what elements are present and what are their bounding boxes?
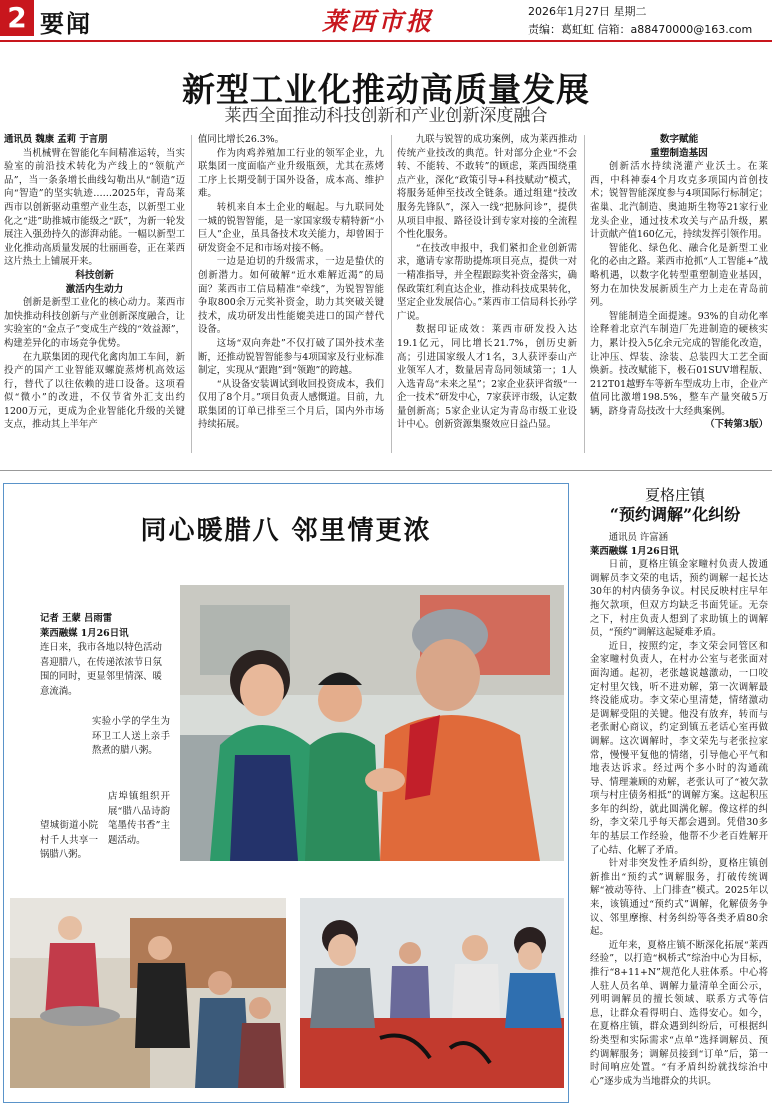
byline: 通讯员 魏康 孟莉 于言朋	[4, 134, 108, 145]
paragraph: 日前，夏格庄镇金家疃村负责人拨通调解员李文荣的电话，预约调解一起长达30年的村内债务争议。村民反映村庄早年拖欠款项，但双方均缺乏书面凭证。无奈之下，村庄负责人想到了求助镇上的调解员，“预约”调解这起疑难矛盾。	[590, 559, 768, 639]
editor-line: 责编：葛虹虹 信箱：a88470000@163.com	[528, 23, 753, 36]
paragraph: “从设备安装调试到收回投资成本，我们仅用了8个月。”项目负责人感慨道。目前，九联集团的订单已排至三个月后，国内外市场持续拓展。	[198, 378, 384, 431]
article-column-4	[590, 133, 768, 453]
paragraph: 近年来，夏格庄镇不断深化拓展“莱西经验”，以打造“枫桥式”综治中心为目标，推行“8+11+N”规范化人驻体系。中心将人驻人员名单、调解力量清单全面公示，列明调解员的擅长领域、联系方式等信息，让群众看得明白、选得安心。如今，在夏格庄镇，群众遇到纠纷后，可根据纠纷类型和实际需求“点单”选择调解员、预约调解服务；调解员接到“订单”后，第一时间响应处置。“有矛盾纠纷就找综治中心”逐步成为当地群众的共识。	[590, 939, 768, 1087]
article-column-2	[198, 133, 384, 453]
paragraph: 针对非突发性矛盾纠纷，夏格庄镇创新推出“预约式”调解服务，打破传统调解“被动等待、上门排查”模式。2025年以来，该镇通过“预约式”调解，化解债务争议、邻里摩擦、村务纠纷等各类矛盾80余起。	[590, 858, 768, 938]
subtitle: 重塑制造基因	[650, 147, 708, 159]
photo-caption: 店埠镇组织开展“腊八品诗韵 笔墨传书香”主题活动。	[108, 791, 170, 846]
story-headline: “预约调解”化纠纷	[609, 505, 741, 524]
paragraph: 九联与锐智的成功案例，成为莱西推动传统产业技改的典范。针对部分企业“不会转、不能转、不敢转”的顾虑，莱西围绕重点产业，深化“政策引导+科技赋动”模式，将服务延伸至技改全链条。通过组建“技改服务先锋队”，深入一线“把脉问诊”，提供从项目申报、路径设计到专家对接的全流程个性化服务。	[397, 134, 577, 241]
section-divider	[0, 470, 772, 471]
paragraph: 智能制造全面提速。93%的自动化率诠释着北京汽车制造厂先进制造的硬核实力，累计投入5亿余元完成的智能化改造，让冲压、焊装、涂装、总装四大工艺全面焕新。技改赋能下，极石01SUV增程版、212T01越野车等新车型成功上市，企业产值同比激增198.5%，整车产量突破5万辆，跻身青岛技改十大经典案例。	[590, 310, 768, 417]
column-divider	[584, 135, 585, 453]
paragraph: 作为肉鸡养殖加工行业的领军企业，九联集团一度面临产业升级瓶颈，尤其在蒸烤工序上长期受制于国外设备，成本高、维护难。	[198, 147, 384, 200]
byline: 通讯员 许富涵	[608, 532, 669, 543]
story-kicker: 夏格庄镇	[644, 486, 705, 504]
paragraph: 智能化、绿色化、融合化是新型工业化的必由之路。莱西市抢抓“人工智能+”战略机遇，以数字化转型重塑制造业基因，努力在加快发展新质生产力上走在青岛前列。	[590, 242, 768, 309]
header-rule	[0, 40, 772, 42]
subtitle: 激活内生动力	[65, 283, 124, 295]
photo-illustration	[10, 898, 286, 1088]
photo-calligraphy-event	[300, 898, 564, 1088]
paragraph: 这场“双向奔赴”不仅打破了国外技术垄断，还推动锐智智能参与4项国家及行业标准制定，实现从“跟跑”到“领跑”的跨越。	[198, 337, 384, 377]
column-divider	[391, 135, 392, 453]
dateline: 莱西融媒 1月26日讯	[40, 627, 129, 639]
article-column-1	[4, 133, 185, 453]
page-number: 2	[0, 0, 34, 36]
paragraph: 当机械臂在智能化车间精准运转，当实验室的前沿技术转化为产线上的“领航产品”，当一条条增长曲线勾勒出从“制造”迈向“智造”的坚实轨迹……2025年，青岛莱西市以创新驱动重塑产业生态，以新型工业化之“进”助推城市能级之“跃”，为新一轮发展注入强劲持久的澎湃动能。一幅以新型工业化推动高质量发展的壮丽画卷，正在莱西这片热土上铺展开来。	[4, 147, 185, 268]
photo-caption: 实验小学的学生为环卫工人送上亲手熬煮的腊八粥。	[92, 716, 170, 756]
photo-illustration	[300, 898, 564, 1088]
continued-note: （下转第3版）	[705, 419, 768, 431]
paragraph: 数据印证成效：莱西市研发投入达19.1亿元，同比增长21.7%，创历史新高；引进国家级人才1名，3人获评泰山产业领军人才，数量居青岛同领域第一；1人入选青岛“未来之星”；2家企业获评省级“一企一技术”研发中心，7家获评市级，认定数量创新高；5家企业认定为青岛市级工业设计中心。创新资源集聚效应日益凸显。	[397, 324, 577, 431]
newspaper-masthead: 莱西市报	[322, 7, 435, 36]
paragraph: 一边是迫切的升级需求，一边是蛰伏的创新潜力。如何破解“近水难解近渴”的局面？莱西市工信局精准“牵线”，为锐智智能争取800余万元奖补资金，助力其突破关键技术，成功研发出性能媲美进口的国产替代设备。	[198, 256, 384, 336]
paragraph: 创新是新型工业化的核心动力。莱西市加快推动科技创新与产业创新深度融合，让实验室的“金点子”变成生产线的“效益源”，构建差异化的市场竞争优势。	[4, 297, 185, 349]
photo-illustration	[180, 585, 564, 861]
paragraph: 在九联集团的现代化禽肉加工车间，新投产的国产工业智能双螺旋蒸烤机高效运行，替代了以往依赖的进口设备。这项看似“微小”的改进，不仅节省外汇支出约1200万元，更成为企业智能化升级的关键支点，推动其上半年产	[4, 351, 185, 431]
dateline: 莱西融媒 1月26日讯	[590, 545, 679, 557]
section-title: 要闻	[40, 10, 92, 38]
paragraph: 转机来自本土企业的崛起。与九联同处一城的锐智智能，是一家国家级专精特新“小巨人”企业，虽具备技术攻关能力，却曾困于研发资金不足和市场对接不畅。	[198, 201, 384, 254]
feature-headline: 同心暖腊八 邻里情更浓	[140, 516, 432, 546]
photo-caption: 望城街道小院村千人共享一锅腊八粥。	[40, 820, 98, 860]
paragraph: 近日，按照约定，李文荣会同管区和金家疃村负责人，在村办公室与老张面对面沟通。起初，老张越说越激动，一口咬定村里欠钱，听不进劝解，第一次调解最终没能成功。李文荣心里清楚，情绪激动是调解受阻的关键。他没有放弃，转而与老张耐心商议，约定到镇五老话心室再做调解。这次调解时，李文荣先与老张拉家常，慢慢平复他的情绪，引导他心平气和地表达诉求。经过两个多小时的沟通疏导、情理兼顾的劝解，老张认可了“被欠款项与村庄债务相抵”的调解方案。这起积压多年的纠纷，就此圆满化解。像这样的纠纷，李文荣几乎每天都会遇到。凭借30多年的基层工作经验，他帮不少老百姓解开了心结、化解了矛盾。	[590, 640, 768, 856]
paragraph: 值同比增长26.3%。	[198, 134, 285, 145]
issue-date: 2026年1月27日 星期二	[528, 5, 647, 18]
article-column-3	[397, 133, 577, 453]
paragraph: 连日来，我市各地以特色活动喜迎腊八，在传递浓浓节日氛围的同时，更显邻里情深、暖意流淌。	[40, 642, 162, 697]
main-subhead: 莱西全面推动科技创新和产业创新深度融合	[224, 106, 548, 126]
right-story-body	[590, 531, 768, 1103]
photo-laba-porridge	[10, 898, 286, 1088]
main-headline: 新型工业化推动高质量发展	[182, 70, 590, 109]
column-divider	[191, 135, 192, 453]
paragraph: 创新活水持续浇灌产业沃土。在莱西，中科神泰4个月攻克多项国内首创技术；锐智智能深度参与4项国际行标制定；雀巢、北汽制造、奥迪斯生物等21家行业龙头企业，通过技术攻关与产品升级，累计贡献产值160亿元，持续发挥引领作用。	[590, 161, 768, 241]
paragraph: “在技改申报中，我们紧扣企业创新需求，邀请专家帮助提炼项目亮点，提供一对一精准指导，并全程跟踪奖补资金落实，确保政策红利直达企业，推动科技成果转化，坚定企业发展信心。”莱西市工信局科长孙学广说。	[397, 242, 577, 322]
subtitle: 数字赋能	[659, 134, 699, 145]
feature-intro	[40, 612, 170, 699]
byline: 记者 王蒙 吕雨雷	[40, 613, 113, 624]
subtitle: 科技创新	[75, 269, 114, 281]
photo-students-elder	[180, 585, 564, 861]
